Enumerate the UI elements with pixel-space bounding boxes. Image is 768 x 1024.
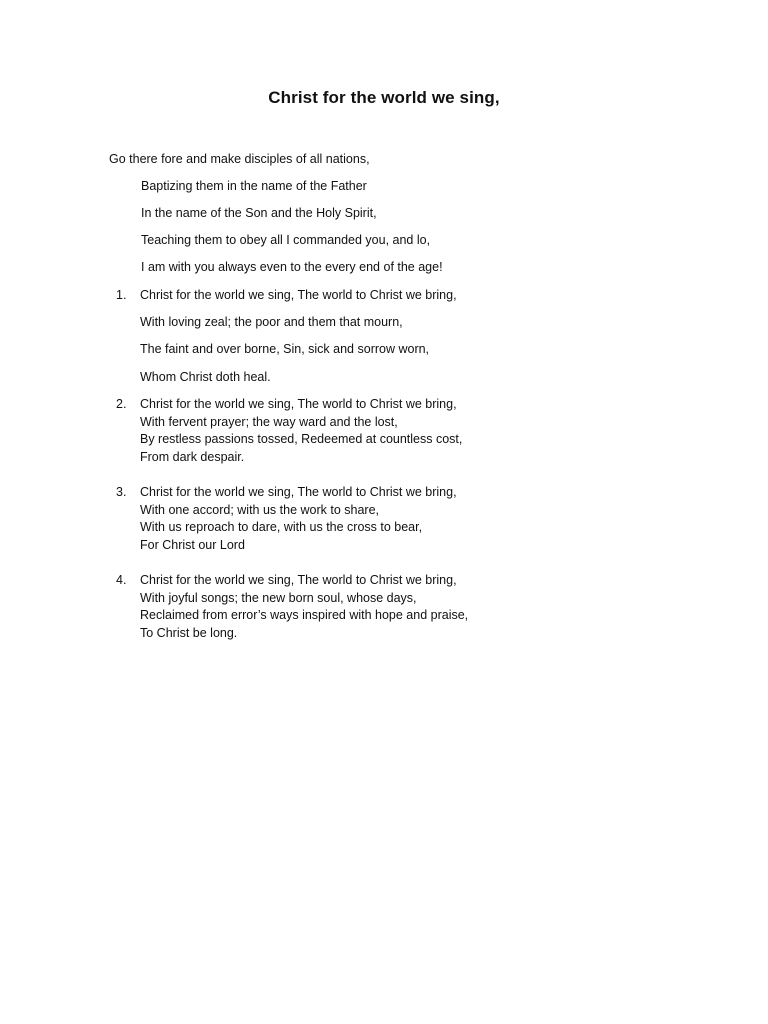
verse-line: With joyful songs; the new born soul, whose days, <box>140 591 417 605</box>
verse-line: From dark despair. <box>140 450 245 464</box>
page-title: Christ for the world we sing, <box>268 88 500 107</box>
verse-line: Whom Christ doth heal. <box>140 370 271 384</box>
verse-line: Christ for the world we sing, The world to Christ we bring, <box>140 288 457 302</box>
verse-line: For Christ our Lord <box>140 538 245 552</box>
verse-line: To Christ be long. <box>140 626 238 640</box>
verse-number: 4. <box>116 573 127 587</box>
verse-line: By restless passions tossed, Redeemed at countless cost, <box>140 432 463 446</box>
intro-line: Baptizing them in the name of the Father <box>141 179 367 193</box>
verse-line: Christ for the world we sing, The world to Christ we bring, <box>140 397 457 411</box>
verse-line: Reclaimed from error’s ways inspired with hope and praise, <box>140 608 469 622</box>
verse-line: With loving zeal; the poor and them that mourn, <box>140 315 403 329</box>
intro-line: In the name of the Son and the Holy Spirit, <box>141 206 377 220</box>
verse-number: 3. <box>116 485 127 499</box>
verse-line: Christ for the world we sing, The world to Christ we bring, <box>140 485 457 499</box>
intro-line: Teaching them to obey all I commanded you, and lo, <box>141 233 431 247</box>
verse-number: 2. <box>116 397 127 411</box>
intro-line: I am with you always even to the every end of the age! <box>141 260 443 274</box>
intro-line: Go there fore and make disciples of all nations, <box>109 152 370 166</box>
verse-line: The faint and over borne, Sin, sick and sorrow worn, <box>140 342 430 356</box>
verse-number: 1. <box>116 288 127 302</box>
verse-line: With us reproach to dare, with us the cross to bear, <box>140 520 423 534</box>
verse-line: Christ for the world we sing, The world to Christ we bring, <box>140 573 457 587</box>
verse-line: With one accord; with us the work to share, <box>140 503 379 517</box>
verse-line: With fervent prayer; the way ward and the lost, <box>140 415 398 429</box>
